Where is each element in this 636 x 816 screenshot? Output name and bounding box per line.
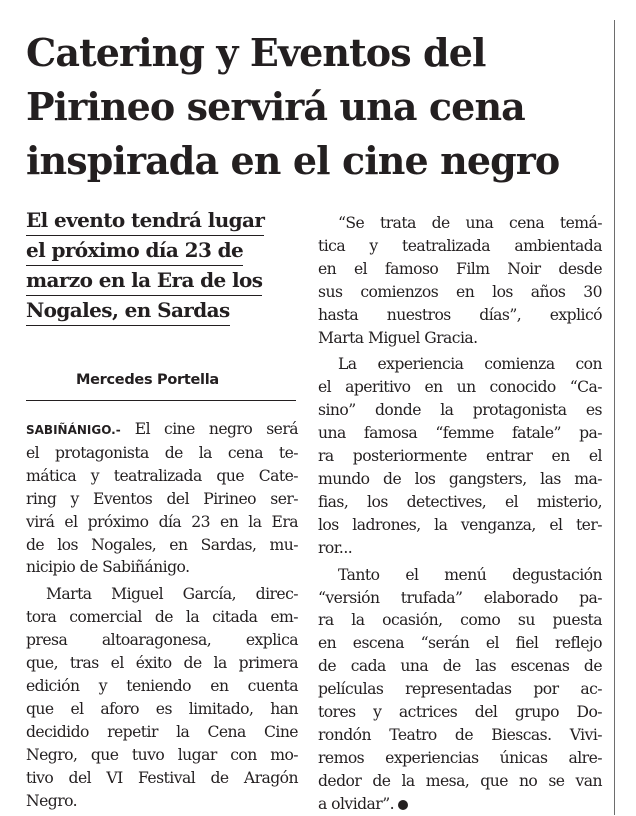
text-line: Marta Miguel Gracia. <box>318 328 478 347</box>
text-line: SABIÑÁNIGO.- El cine negro será <box>26 420 298 438</box>
text-line: decidido repetir la Cena Cine <box>26 722 298 741</box>
text-line: ring y Eventos del Pirineo ser- <box>26 489 298 508</box>
byline: Mercedes Portella <box>76 372 219 388</box>
text-line: una famosa “femme fatale” pa- <box>318 424 602 443</box>
text-line: hasta nuestros días”, explicó <box>318 305 602 324</box>
text-line: fias, los detectives, el misterio, <box>318 492 602 511</box>
text-line: el protagonista de la cena te- <box>26 443 298 462</box>
text-line: de cada una de las escenas de <box>318 657 602 676</box>
text-line: dedor de la mesa, que no se van <box>318 771 602 790</box>
subheadline-line: Nogales, en Sardas <box>26 296 230 326</box>
text-line: películas representadas por ac- <box>318 680 602 699</box>
dateline: SABIÑÁNIGO.- <box>26 423 121 437</box>
text-line: edición y teniendo en cuenta <box>26 676 298 695</box>
subheadline-line: El evento tendrá lugar <box>26 206 264 236</box>
text-line: los ladrones, la venganza, el ter- <box>318 515 602 534</box>
paragraph <box>318 353 602 559</box>
text-line: nicipio de Sabiñánigo. <box>26 558 190 577</box>
subheadline-line: marzo en la Era de los <box>26 266 262 296</box>
text-line: de los Nogales, en Sardas, mu- <box>26 535 298 554</box>
text-line: que el aforo es limitado, han <box>26 699 298 718</box>
headline-line: inspirada en el cine negro <box>26 138 560 183</box>
text-line: Negro. <box>26 791 78 810</box>
paragraph <box>318 212 602 349</box>
headline-line: Pirineo servirá una cena <box>26 84 525 129</box>
text-line: ra posteriormente entrar en el <box>318 447 602 466</box>
text-line: tores y actrices del grupo Do- <box>318 703 602 722</box>
text-line: La experiencia comienza con <box>338 355 602 374</box>
text-line: tica y teatralizada ambientada <box>318 236 602 255</box>
paragraph <box>26 583 298 812</box>
text-line: Tanto el menú degustación <box>338 565 602 584</box>
text-line: en el famoso Film Noir desde <box>318 259 602 278</box>
text-line: Negro, que tuvo lugar con mo- <box>26 745 298 764</box>
text-line: rondón Teatro de Biescas. Vivi- <box>318 725 602 744</box>
text-line: ra la ocasión, como su puesta <box>318 611 602 630</box>
text-line: “Se trata de una cena temá- <box>338 214 602 232</box>
text-line: Marta Miguel García, direc- <box>46 585 298 604</box>
paragraph <box>26 418 298 579</box>
text-line: el aperitivo en un conocido “Ca- <box>318 378 602 397</box>
text-line: “versión trufada” elaborado pa- <box>318 588 602 607</box>
subheadline <box>26 206 276 326</box>
headline-line: Catering y Eventos del <box>26 30 486 75</box>
text-line: que, tras el éxito de la primera <box>26 654 298 673</box>
text-line: mática y teatralizada que Cate- <box>26 466 298 485</box>
text-line: sino” donde la protagonista es <box>318 401 602 420</box>
article-column-right <box>318 212 602 816</box>
subheadline-line: el próximo día 23 de <box>26 236 243 266</box>
text-line: sus comienzos en los años 30 <box>318 282 602 301</box>
text-line: virá el próximo día 23 en la Era <box>26 512 298 531</box>
text-line: a olvidar”. <box>318 793 602 816</box>
article-column-left <box>26 418 298 812</box>
column-rule <box>614 20 615 815</box>
text-line: ror... <box>318 538 353 557</box>
end-mark-icon <box>398 800 408 810</box>
text-line: mundo de los gangsters, las ma- <box>318 469 602 488</box>
text-line: tivo del VI Festival de Aragón <box>26 768 298 787</box>
text-line: tora comercial de la citada em- <box>26 608 298 627</box>
byline-divider <box>26 400 296 401</box>
headline <box>26 26 606 188</box>
paragraph <box>318 564 602 816</box>
text-line: remos experiencias únicas alre- <box>318 748 602 767</box>
text-line: en escena “serán el fiel reflejo <box>318 634 602 653</box>
text-line: presa altoaragonesa, explica <box>26 631 298 650</box>
